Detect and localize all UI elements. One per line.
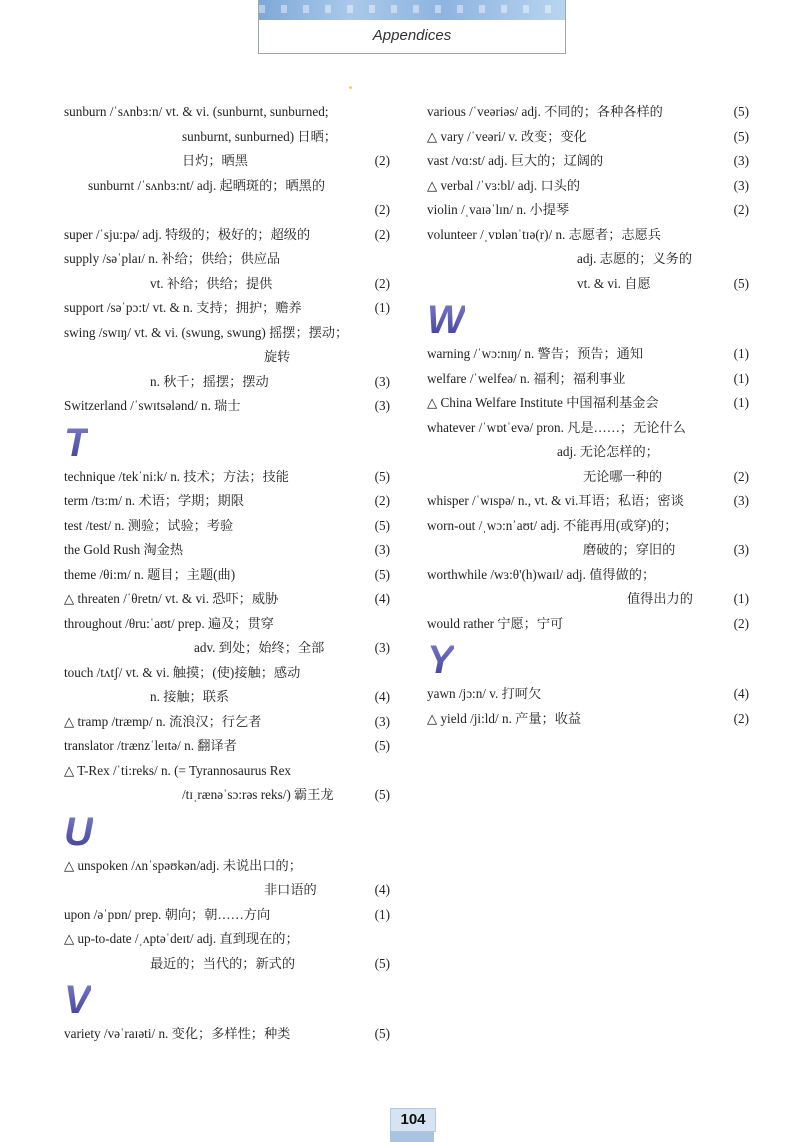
unit-number: (4): [374, 882, 390, 897]
unit-number: (5): [374, 1026, 390, 1041]
glossary-text: touch /tʌtʃ/ vt. & vi. 触摸；(使)接触；感动: [64, 664, 301, 680]
glossary-line: [64, 489, 390, 514]
glossary-text: throughout /θru:ˈaʊt/ prep. 遍及；贯穿: [64, 615, 274, 631]
glossary-line: [64, 149, 390, 174]
glossary-text: test /test/ n. 测验；试验；考验: [64, 517, 234, 533]
glossary-text: △ up-to-date /ˌʌptəˈdeɪt/ adj. 直到现在的；: [64, 931, 299, 946]
glossary-line: [427, 247, 749, 272]
glossary-line: [427, 223, 749, 248]
unit-number: (3): [733, 177, 749, 193]
glossary-line: [64, 587, 390, 612]
unit-number: (3): [733, 153, 749, 168]
v-entries-right: [427, 100, 749, 296]
glossary-text: △ threaten /ˈθretn/ vt. & vi. 恐吓；威胁: [64, 591, 279, 606]
unit-number: (2): [374, 153, 390, 168]
unit-number: (5): [733, 275, 749, 291]
w-entries: [427, 342, 749, 636]
glossary-text: sunburn /ˈsʌnbɜ:n/ vt. & vi. (sunburnt, sunburned;: [64, 104, 329, 119]
right-column: [427, 100, 749, 731]
glossary-text: adj. 志愿的；义务的: [577, 251, 693, 266]
glossary-text: 值得出力的: [627, 591, 693, 606]
section-letter-t: T: [64, 420, 89, 465]
glossary-line: [64, 854, 390, 879]
glossary-text: various /ˈveəriəs/ adj. 不同的；各种各样的: [427, 104, 663, 119]
glossary-line: [64, 927, 390, 952]
glossary-text: adv. 到处；始终；全部: [194, 640, 325, 655]
unit-number: (2): [374, 275, 390, 291]
unit-number: (5): [374, 468, 390, 484]
glossary-line: [64, 514, 390, 539]
unit-number: (1): [733, 591, 749, 606]
glossary-line: [427, 682, 749, 707]
glossary-line: [64, 783, 390, 808]
glossary-line: [427, 563, 749, 588]
glossary-line: [64, 223, 390, 248]
section-letter-u: U: [64, 809, 93, 854]
glossary-text: vast /vɑ:st/ adj. 巨大的；辽阔的: [427, 153, 604, 168]
glossary-text: translator /trænzˈleɪtə/ n. 翻译者: [64, 738, 237, 753]
unit-number: (3): [374, 398, 390, 413]
glossary-line: [64, 247, 390, 272]
glossary-text: 旋转: [264, 349, 291, 364]
glossary-text: yawn /jɔ:n/ v. 打呵欠: [427, 686, 542, 701]
glossary-line: [64, 321, 390, 346]
glossary-line: [64, 563, 390, 588]
section-letter-v: V: [64, 978, 91, 1022]
glossary-line: [64, 661, 390, 686]
glossary-text: worthwhile /wɜ:θ'(h)waɪl/ adj. 值得做的；: [427, 566, 656, 582]
unit-number: (5): [374, 787, 390, 802]
glossary-line: [427, 440, 749, 465]
glossary-text: n. 秋千；摇摆；摆动: [150, 373, 269, 389]
glossary-line: [427, 416, 749, 441]
unit-number: (2): [733, 710, 749, 726]
glossary-line: [64, 685, 390, 710]
glossary-line: [427, 100, 749, 125]
glossary-line: [64, 878, 390, 903]
glossary-line: [64, 759, 390, 784]
glossary-line: [427, 465, 749, 490]
unit-number: (1): [374, 300, 390, 315]
glossary-line: [427, 125, 749, 150]
unit-number: (3): [374, 542, 390, 557]
glossary-text: △ China Welfare Institute 中国福利基金会: [427, 395, 659, 410]
glossary-line: [427, 612, 749, 637]
y-entries: [427, 682, 749, 731]
glossary-line: [64, 734, 390, 759]
decorative-dot: [349, 86, 352, 89]
unit-number: (4): [374, 591, 390, 606]
glossary-text: adj. 无论怎样的；: [557, 444, 659, 459]
glossary-line: [427, 489, 749, 514]
glossary-line: [64, 370, 390, 395]
unit-number: (4): [374, 689, 390, 704]
header-image: [259, 0, 565, 20]
unit-number: (5): [733, 104, 749, 119]
unit-number: (3): [733, 493, 749, 508]
glossary-line: [427, 707, 749, 732]
glossary-line: [427, 514, 749, 539]
glossary-line: [64, 394, 390, 419]
glossary-line: [427, 538, 749, 563]
unit-number: (5): [374, 517, 390, 533]
unit-number: (5): [733, 128, 749, 144]
glossary-line: [427, 391, 749, 416]
glossary-text: volunteer /ˌvɒlənˈtɪə(r)/ n. 志愿者；志愿兵: [427, 226, 661, 242]
glossary-line: [427, 174, 749, 199]
glossary-text: welfare /ˈwelfeə/ n. 福利；福利事业: [427, 370, 626, 386]
glossary-line: [427, 367, 749, 392]
glossary-line: [64, 345, 390, 370]
glossary-text: upon /əˈpɒn/ prep. 朝向；朝……方向: [64, 906, 271, 922]
section-letter-y: Y: [427, 638, 454, 682]
left-column: [64, 100, 390, 1047]
unit-number: (1): [733, 395, 749, 410]
unit-number: (2): [374, 202, 390, 217]
glossary-line: [64, 538, 390, 563]
unit-number: (3): [374, 640, 390, 655]
glossary-line: [427, 342, 749, 367]
glossary-text: /tɪˌrænəˈsɔ:rəs reks/) 霸王龙: [182, 787, 334, 802]
glossary-text: support /səˈpɔ:t/ vt. & n. 支持；拥护；赡养: [64, 300, 302, 315]
glossary-text: △ unspoken /ʌnˈspəʊkən/adj. 未说出口的；: [64, 857, 302, 873]
glossary-text: variety /vəˈraɪəti/ n. 变化；多样性；种类: [64, 1026, 291, 1041]
glossary-text: worn-out /ˌwɔ:nˈaʊt/ adj. 不能再用(或穿)的；: [427, 517, 678, 533]
glossary-text: Switzerland /ˈswɪtsələnd/ n. 瑞士: [64, 398, 241, 413]
glossary-line: [427, 149, 749, 174]
page-header-title: Appendices: [372, 27, 452, 44]
glossary-text: vt. & vi. 自愿: [577, 275, 651, 291]
unit-number: (2): [374, 493, 390, 508]
unit-number: (3): [374, 713, 390, 729]
section-letter-w: W: [427, 298, 465, 342]
unit-number: (1): [374, 906, 390, 922]
unit-number: (2): [733, 202, 749, 217]
glossary-line: [64, 636, 390, 661]
glossary-line: [64, 903, 390, 928]
glossary-text: technique /tekˈni:k/ n. 技术；方法；技能: [64, 468, 289, 484]
glossary-text: term /tɜ:m/ n. 术语；学期；期限: [64, 493, 244, 508]
unit-number: (1): [733, 346, 749, 361]
glossary-text: △ tramp /træmp/ n. 流浪汉；行乞者: [64, 713, 262, 729]
glossary-text: violin /ˌvaɪəˈlɪn/ n. 小提琴: [427, 202, 570, 217]
glossary-text: vt. 补给；供给；提供: [150, 275, 273, 291]
v-entries-left: [64, 1022, 390, 1047]
unit-number: (3): [733, 542, 749, 557]
unit-number: (5): [374, 955, 390, 971]
glossary-text: warning /ˈwɔ:nɪŋ/ n. 警告；预告；通知: [427, 346, 644, 361]
glossary-line: [427, 587, 749, 612]
glossary-text: swing /swɪŋ/ vt. & vi. (swung, swung) 摇摆；摆动；: [64, 324, 349, 340]
glossary-text: n. 接触；联系: [150, 689, 230, 704]
unit-number: (3): [374, 373, 390, 389]
glossary-text: 非口语的: [264, 882, 317, 897]
glossary-line: [64, 710, 390, 735]
unit-number: (5): [374, 566, 390, 582]
unit-number: (1): [733, 370, 749, 386]
header-banner: [258, 0, 566, 54]
unit-number: (2): [733, 615, 749, 631]
glossary-line: [64, 612, 390, 637]
glossary-line: [427, 198, 749, 223]
glossary-line: [427, 272, 749, 297]
s-entries: [64, 100, 390, 419]
glossary-text: 无论哪一种的: [583, 468, 663, 484]
glossary-text: theme /θi:m/ n. 题目；主题(曲): [64, 566, 236, 582]
unit-number: (2): [374, 226, 390, 242]
glossary-line: [64, 198, 390, 223]
page-number: 104: [390, 1108, 436, 1132]
unit-number: (2): [733, 468, 749, 484]
glossary-text: △ verbal /ˈvɜ:bl/ adj. 口头的: [427, 177, 581, 193]
glossary-line: [64, 100, 390, 125]
glossary-line: [64, 272, 390, 297]
glossary-text: △ T-Rex /ˈti:reks/ n. (= Tyrannosaurus Rex: [64, 762, 292, 778]
glossary-line: [64, 952, 390, 977]
glossary-text: whatever /ˈwɒtˈevə/ pron. 凡是……；无论什么: [427, 419, 686, 435]
glossary-text: the Gold Rush 淘金热: [64, 542, 184, 557]
glossary-text: △ yield /ji:ld/ n. 产量；收益: [427, 710, 582, 726]
t-entries: [64, 465, 390, 808]
glossary-text: 磨破的；穿旧的: [583, 542, 676, 557]
glossary-line: [64, 1022, 390, 1047]
page-number-tab: [390, 1131, 434, 1142]
glossary-text: whisper /ˈwɪspə/ n., vt. & vi.耳语；私语；密谈: [427, 493, 684, 508]
glossary-text: would rather 宁愿；宁可: [427, 615, 564, 631]
glossary-text: 最近的；当代的；新式的: [150, 955, 296, 971]
glossary-text: super /ˈsju:pə/ adj. 特级的；极好的；超级的: [64, 226, 311, 242]
unit-number: (5): [374, 738, 390, 753]
glossary-text: 日灼；晒黑: [182, 153, 248, 168]
glossary-line: [64, 125, 390, 150]
glossary-text: sunburnt /ˈsʌnbɜ:nt/ adj. 起晒斑的；晒黑的: [88, 177, 326, 193]
glossary-text: sunburnt, sunburned) 日晒；: [182, 128, 337, 144]
u-entries: [64, 854, 390, 977]
glossary-line: [64, 296, 390, 321]
glossary-text: supply /səˈplaɪ/ n. 补给；供给；供应品: [64, 251, 281, 266]
unit-number: (4): [733, 686, 749, 701]
glossary-line: [64, 465, 390, 490]
glossary-line: [64, 174, 390, 199]
glossary-text: △ vary /ˈveəri/ v. 改变；变化: [427, 128, 587, 144]
